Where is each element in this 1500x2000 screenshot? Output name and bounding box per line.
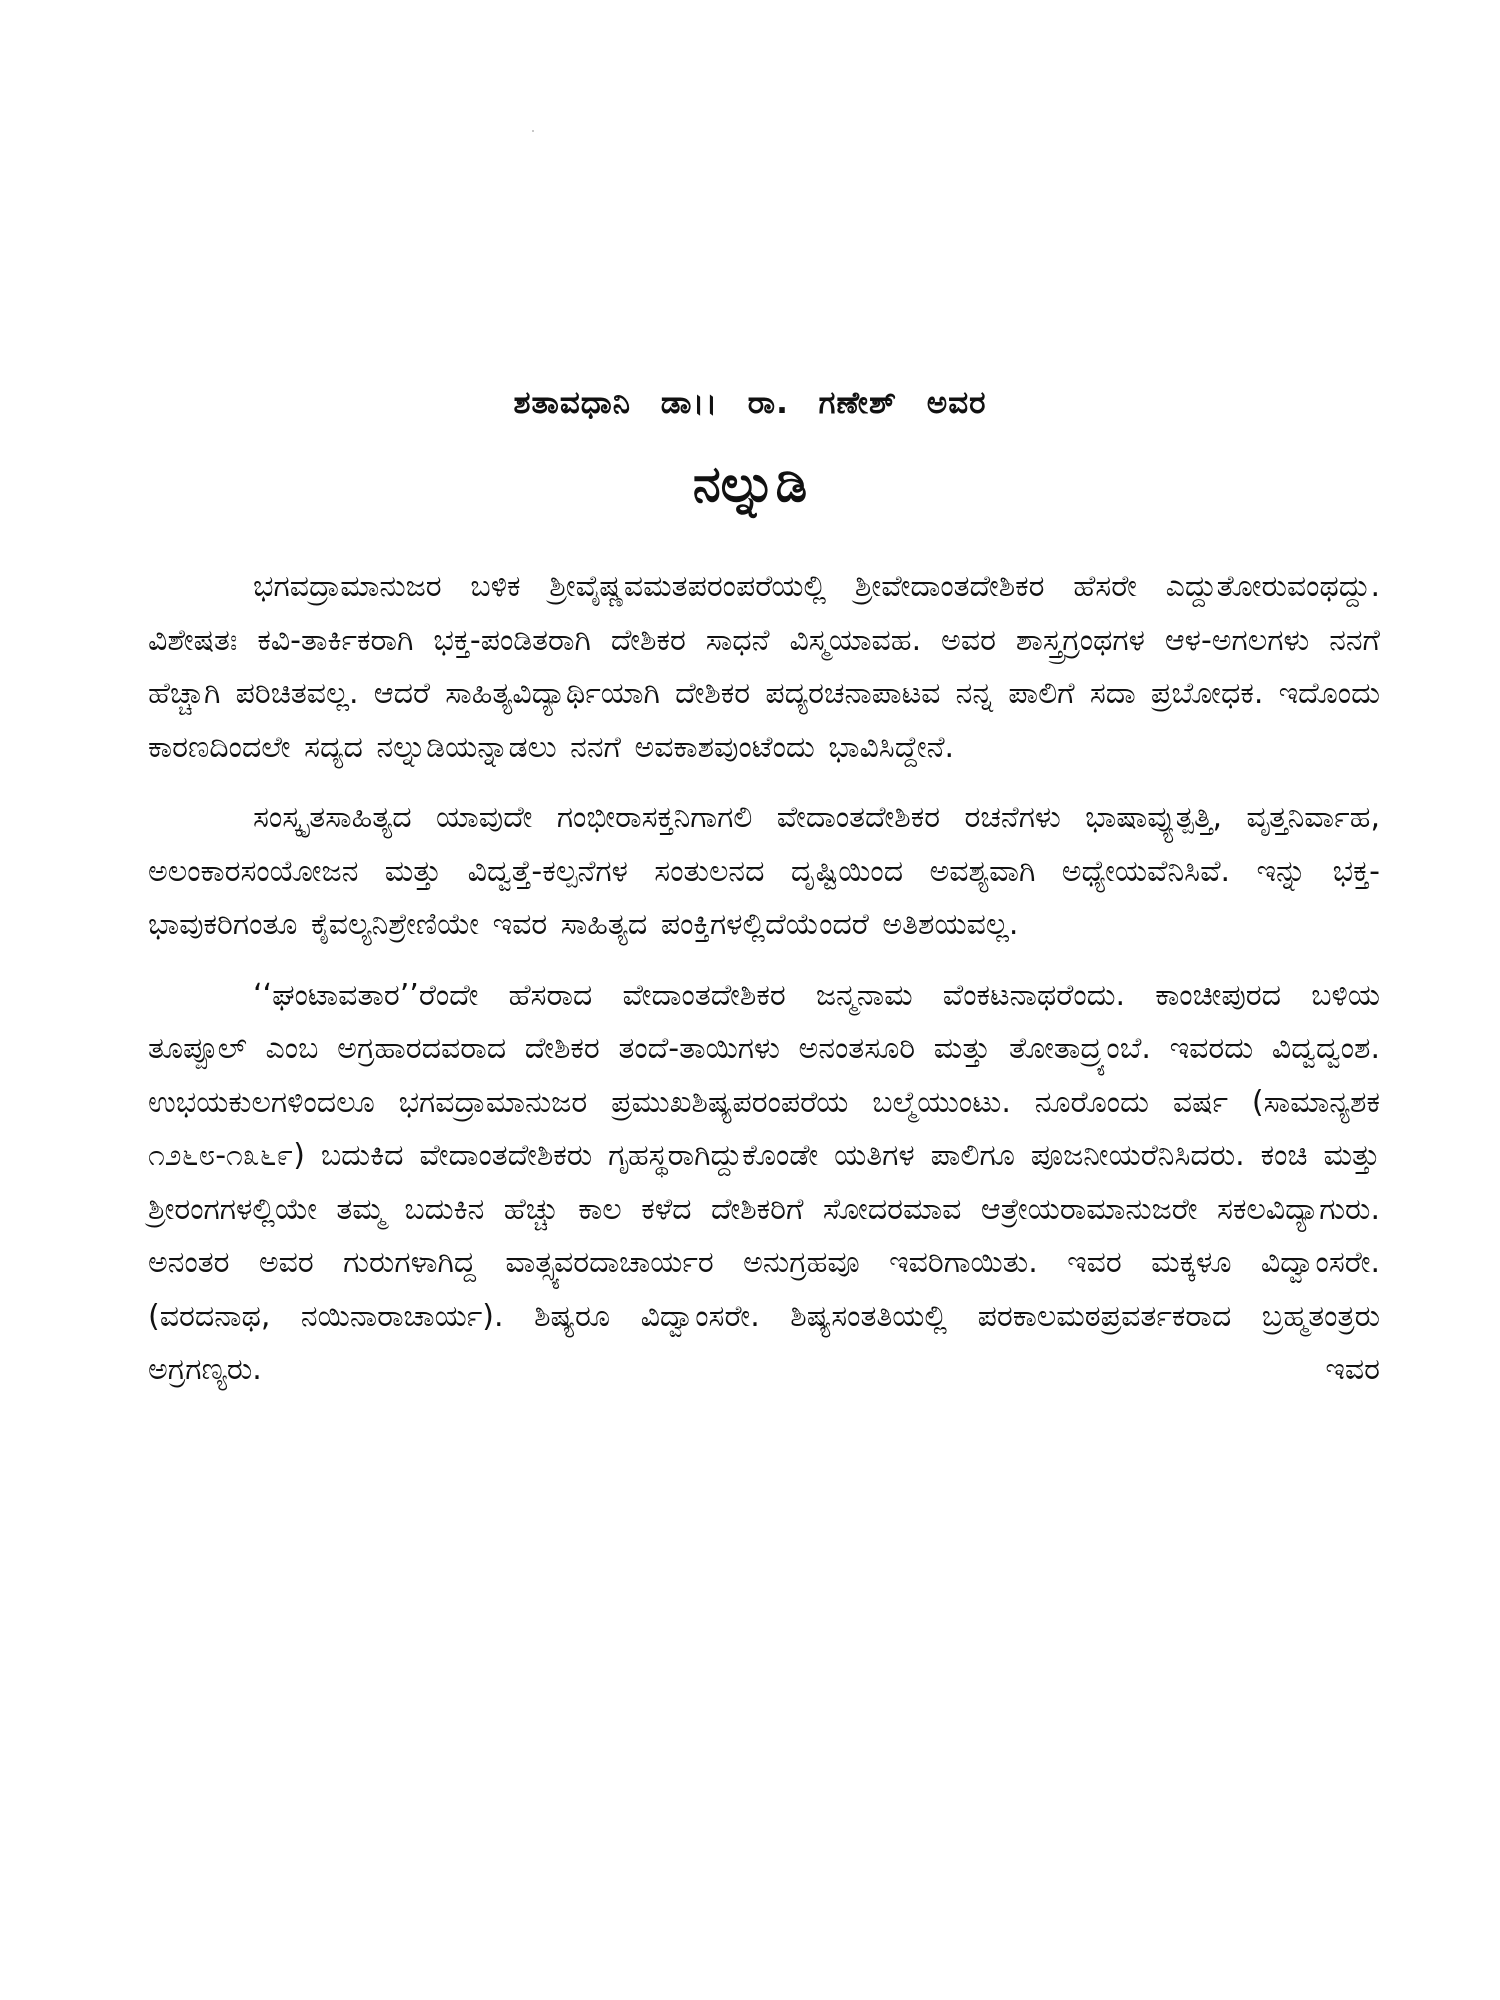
paragraph-1: ಭಗವದ್ರಾಮಾನುಜರ ಬಳಿಕ ಶ್ರೀವೈಷ್ಣವಮತಪರಂಪರೆಯಲ್ಲಿ ಶ್ರೀವೇದಾಂತದೇಶಿಕರ ಹೆಸರೇ ಎದ್ದುತೋರುವಂಥದ್ದು. ವಿಶೇಷತಃ ಕವಿ-ತಾರ್ಕಿಕರಾಗಿ ಭಕ್ತ-ಪಂಡಿತರಾಗಿ ದೇಶಿಕರ ಸಾಧನೆ ವಿಸ್ಮಯಾವಹ. ಅವರ ಶಾಸ್ತ್ರಗ್ರಂಥಗಳ ಆಳ-ಅಗಲಗಳು ನನಗೆ ಹೆಚ್ಚಾಗಿ ಪರಿಚಿತವಲ್ಲ. ಆದರೆ ಸಾಹಿತ್ಯವಿದ್ಯಾರ್ಥಿಯಾಗಿ ದೇಶಿಕರ ಪದ್ಯರಚನಾಪಾಟವ ನನ್ನ ಪಾಲಿಗೆ ಸದಾ ಪ್ರಬೋಧಕ. ಇದೊಂದು ಕಾರಣದಿಂದಲೇ ಸದ್ಯದ ನಲ್ನುಡಿಯನ್ನಾಡಲು ನನಗೆ ಅವಕಾಶವುಂಟೆಂದು ಭಾವಿಸಿದ್ದೇನೆ. bbox=[148, 569, 1380, 765]
author-byline: ಶತಾವಧಾನಿ ಡಾ।। ರಾ. ಗಣೇಶ್ ಅವರ bbox=[513, 385, 987, 421]
body-text bbox=[148, 560, 1380, 1414]
paragraph-2: ಸಂಸ್ಕೃತಸಾಹಿತ್ಯದ ಯಾವುದೇ ಗಂಭೀರಾಸಕ್ತನಿಗಾಗಲಿ ವೇದಾಂತದೇಶಿಕರ ರಚನೆಗಳು ಭಾಷಾವ್ಯುತ್ಪತ್ತಿ, ವೃತ್ತನಿರ್ವಾಹ, ಅಲಂಕಾರಸಂಯೋಜನ ಮತ್ತು ವಿದ್ವತ್ತೆ-ಕಲ್ಪನೆಗಳ ಸಂತುಲನದ ದೃಷ್ಟಿಯಿಂದ ಅವಶ್ಯವಾಗಿ ಅಧ್ಯೇಯವೆನಿಸಿವೆ. ಇನ್ನು ಭಕ್ತ-ಭಾವುಕರಿಗಂತೂ ಕೈವಲ್ಯನಿಶ್ರೇಣಿಯೇ ಇವರ ಸಾಹಿತ್ಯದ ಪಂಕ್ತಿಗಳಲ್ಲಿದೆಯೆಂದರೆ ಅತಿಶಯವಲ್ಲ. bbox=[148, 800, 1380, 942]
scan-speck bbox=[532, 130, 534, 132]
paragraph-3: ‘‘ಘಂಟಾವತಾರ’’ರೆಂದೇ ಹೆಸರಾದ ವೇದಾಂತದೇಶಿಕರ ಜನ್ಮನಾಮ ವೆಂಕಟನಾಥರೆಂದು. ಕಾಂಚೀಪುರದ ಬಳಿಯ ತೂಪ್ಪೂಲ್ ಎಂಬ ಅಗ್ರಹಾರದವರಾದ ದೇಶಿಕರ ತಂದೆ-ತಾಯಿಗಳು ಅನಂತಸೂರಿ ಮತ್ತು ತೋತಾದ್ರ್ಯಂಬೆ. ಇವರದು ವಿದ್ವದ್ವಂಶ. ಉಭಯಕುಲಗಳಿಂದಲೂ ಭಗವದ್ರಾಮಾನುಜರ ಪ್ರಮುಖಶಿಷ್ಯಪರಂಪರೆಯ ಬಲ್ಮೆಯುಂಟು. ನೂರೊಂದು ವರ್ಷ (ಸಾಮಾನ್ಯಶಕ ೧೨೬೮-೧೩೬೯) ಬದುಕಿದ ವೇದಾಂತದೇಶಿಕರು ಗೃಹಸ್ಥರಾಗಿದ್ದುಕೊಂಡೇ ಯತಿಗಳ ಪಾಲಿಗೂ ಪೂಜನೀಯರೆನಿಸಿದರು. ಕಂಚಿ ಮತ್ತು ಶ್ರೀರಂಗಗಳಲ್ಲಿಯೇ ತಮ್ಮ ಬದುಕಿನ ಹೆಚ್ಚು ಕಾಲ ಕಳೆದ ದೇಶಿಕರಿಗೆ ಸೋದರಮಾವ ಆತ್ರೇಯರಾಮಾನುಜರೇ ಸಕಲವಿದ್ಯಾಗುರು. ಅನಂತರ ಅವರ ಗುರುಗಳಾಗಿದ್ದ ವಾತ್ಸ್ಯವರದಾಚಾರ್ಯರ ಅನುಗ್ರಹವೂ ಇವರಿಗಾಯಿತು. ಇವರ ಮಕ್ಕಳೂ ವಿದ್ವಾಂಸರೇ. (ವರದನಾಥ, ನಯಿನಾರಾಚಾರ್ಯ). ಶಿಷ್ಯರೂ ವಿದ್ವಾಂಸರೇ. ಶಿಷ್ಯಸಂತತಿಯಲ್ಲಿ ಪರಕಾಲಮಠಪ್ರವರ್ತಕರಾದ ಬ್ರಹ್ಮತಂತ್ರರು ಅಗ್ರಗಣ್ಯರು. ಇವರ bbox=[148, 977, 1380, 1387]
page-title: ನಲ್ನುಡಿ bbox=[692, 455, 808, 513]
